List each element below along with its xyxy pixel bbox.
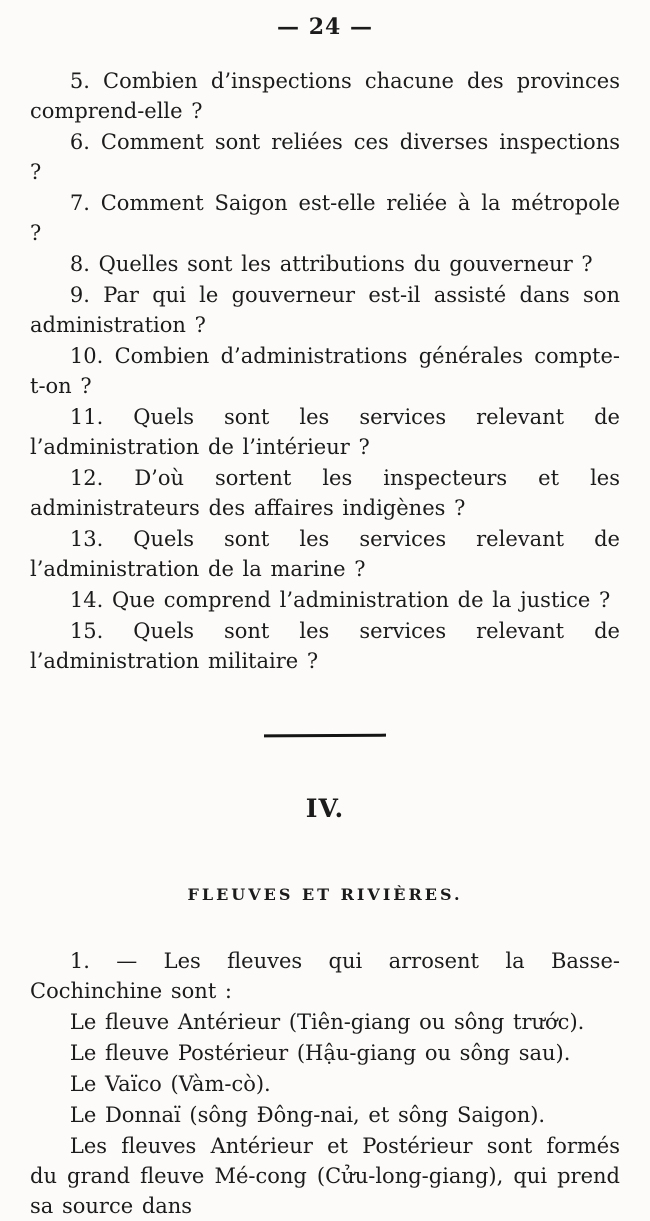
- body-paragraph: Le Donnaï (sông Đông-nai, et sông Saigon).: [69, 1103, 546, 1127]
- section-subtitle: FLEUVES ET RIVIÈRES.: [187, 885, 463, 904]
- question-paragraph: 13. Quels sont les services relevant de l’administration de la marine ?: [30, 527, 620, 581]
- section-divider: [264, 734, 386, 738]
- section-divider-wrap: [30, 722, 620, 741]
- questions-list: [30, 66, 620, 676]
- question-paragraph: 15. Quels sont les services relevant de l’administration militaire ?: [30, 619, 620, 673]
- rivers-paragraphs: [30, 946, 620, 1221]
- question-paragraph: 7. Comment Saigon est-elle reliée à la métropole ?: [30, 191, 620, 245]
- page-number: — 24 —: [277, 14, 373, 40]
- body-paragraph: Le Vaïco (Vàm-cò).: [69, 1072, 271, 1096]
- question-paragraph: 10. Combien d’administrations générales compte-t-on ?: [30, 344, 620, 398]
- question-paragraph: 9. Par qui le gouverneur est-il assisté dans son administration ?: [30, 283, 620, 337]
- question-paragraph: 12. D’où sortent les inspecteurs et les administrateurs des affaires indigènes ?: [30, 466, 620, 520]
- body-paragraph: Le fleuve Postérieur (Hậu-giang ou sông sau).: [69, 1041, 571, 1065]
- question-paragraph: 11. Quels sont les services relevant de l’administration de l’intérieur ?: [30, 405, 620, 459]
- body-paragraph: Le fleuve Antérieur (Tiên-giang ou sông trước).: [69, 1010, 585, 1034]
- question-paragraph: 5. Combien d’inspections chacune des provinces comprend-elle ?: [30, 69, 620, 123]
- body-paragraph: 1. — Les fleuves qui arrosent la Basse-Cochinchine sont :: [30, 949, 620, 1003]
- question-paragraph: 6. Comment sont reliées ces diverses inspections ?: [30, 130, 620, 184]
- question-paragraph: 14. Que comprend l’administration de la justice ?: [69, 588, 611, 612]
- question-paragraph: 8. Quelles sont les attributions du gouverneur ?: [69, 252, 593, 276]
- body-paragraph: Les fleuves Antérieur et Postérieur sont formés du grand fleuve Mé-cong (Cửu-long-giang), qui prend sa source dans: [30, 1134, 620, 1218]
- section-heading: IV.: [305, 794, 345, 823]
